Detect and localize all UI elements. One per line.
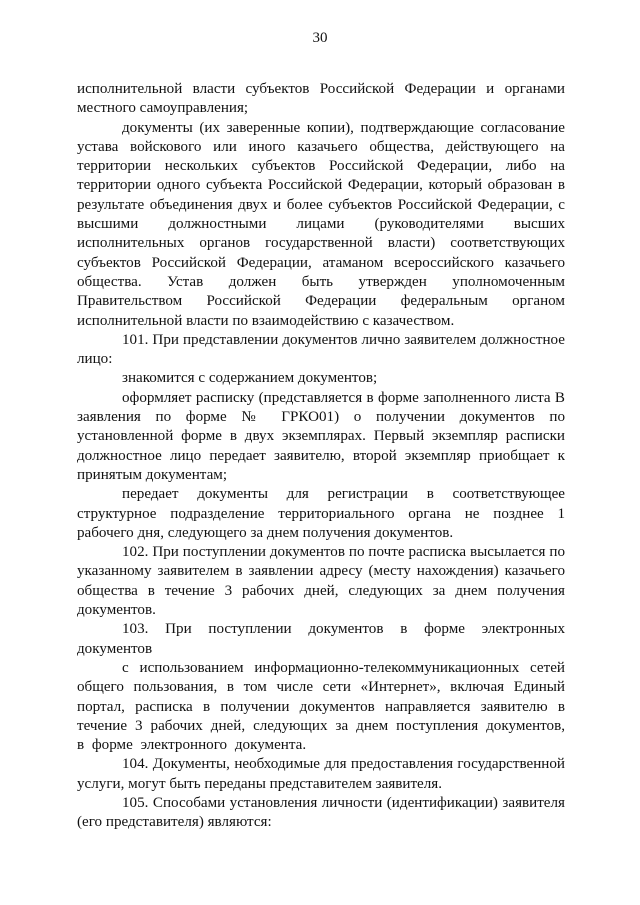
- paragraph-9: с использованием информационно-телекоммуникационных сетей общего пользования, в том числе сети «Интернет», включая Единый портал, расписка в получении документов направляется заявителю в течение 3 рабочих дней, следующих за днем поступления документов, в форме электронного документа.: [77, 659, 565, 754]
- paragraph-3: 101. При представлении документов лично заявителем должностное лицо:: [77, 331, 565, 368]
- document-body: [77, 80, 565, 833]
- paragraph-8: 103. При поступлении документов в форме электронных документов: [77, 621, 565, 657]
- paragraph-5: оформляет расписку (представляется в форме заполненного листа В заявления по форме № ГРКО01) о получении документов по установленной форме в двух экземплярах. Первый экземпляр расписки должностное лицо передает заявителю, второй экземпляр приобщает к принятым документам;: [77, 389, 565, 483]
- paragraph-1: исполнительной власти субъектов Российской Федерации и органами местного самоуправления;: [77, 81, 565, 117]
- paragraph-2: документы (их заверенные копии), подтверждающие согласование устава войскового или иного казачьего общества, действующего на территории нескольких субъектов Российской Федерации, либо на территории одного субъекта Российской Федерации, который образован в результате объединения двух и более субъектов Российской Федерации, с высшими должностными лицами (руководителями высших исполнительных органов государственной власти) соответствующих субъектов Российской Федерации, атаманом всероссийского казачьего общества. Устав должен быть утвержден уполномоченным Правительством Российской Федерации федеральным органом исполнительной власти по взаимодействию с казачеством.: [77, 119, 565, 329]
- page-number: 30: [312, 30, 328, 46]
- paragraph-11: 105. Способами установления личности (идентификации) заявителя (его представителя) являются:: [77, 794, 565, 831]
- paragraph-6: передает документы для регистрации в соответствующее структурное подразделение территориального органа не позднее 1 рабочего дня, следующего за днем получения документов.: [77, 486, 565, 541]
- paragraph-10: 104. Документы, необходимые для предоставления государственной услуги, могут быть переданы представителем заявителя.: [77, 756, 565, 792]
- paragraph-4: знакомится с содержанием документов;: [122, 370, 378, 387]
- paragraph-7: 102. При поступлении документов по почте расписка высылается по указанному заявителем в заявлении адресу (месту нахождения) казачьего общества в течение 3 рабочих дней, следующих за днем получения документов.: [77, 544, 565, 619]
